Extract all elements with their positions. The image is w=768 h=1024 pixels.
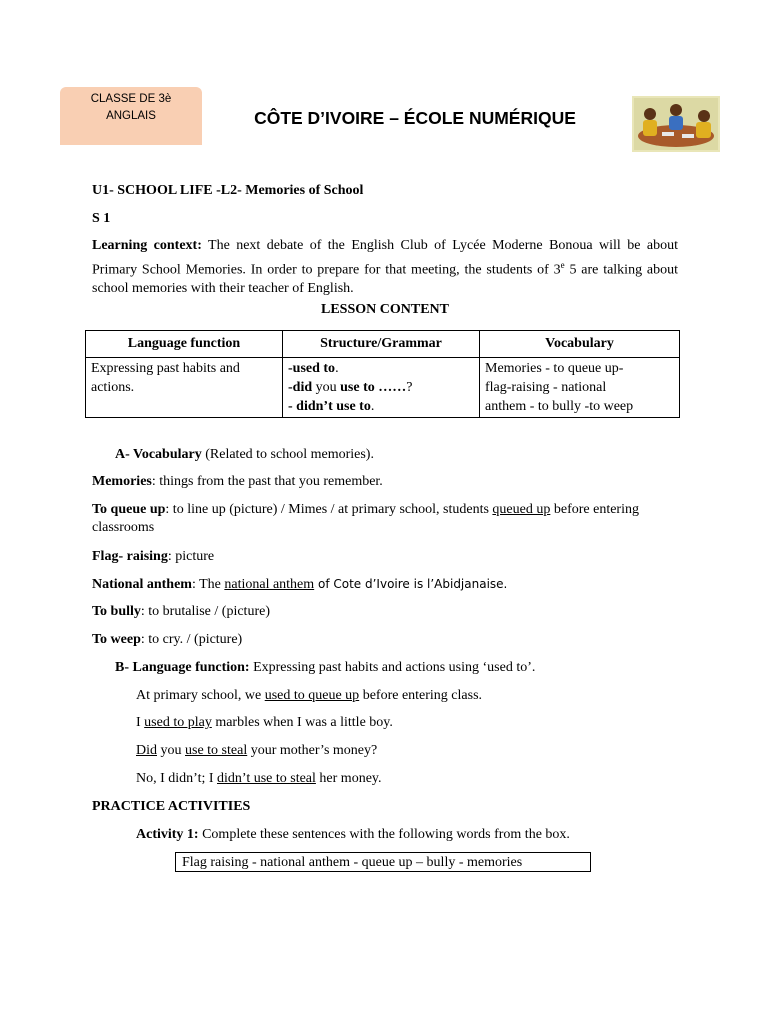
session-label: S 1 bbox=[92, 211, 111, 226]
sentence-text: At primary school, we bbox=[136, 688, 265, 703]
term: To bully bbox=[92, 604, 141, 619]
practice-heading: PRACTICE ACTIVITIES bbox=[92, 799, 251, 814]
example-sentence bbox=[136, 770, 722, 788]
activity-1-instruction bbox=[136, 826, 722, 844]
header-vocabulary: Vocabulary bbox=[480, 331, 680, 358]
grammar-punct: . bbox=[335, 361, 339, 376]
vocab-to-weep bbox=[92, 631, 678, 649]
unit-title: U1- SCHOOL LIFE -L2- Memories of School bbox=[92, 183, 364, 198]
definition: : picture bbox=[167, 549, 215, 564]
underlined-phrase: national anthem bbox=[224, 577, 315, 592]
language-function-heading-text: Expressing past habits and actions using ‘used to’. bbox=[249, 660, 536, 675]
grammar-used-to: -used to bbox=[288, 361, 336, 376]
vocabulary-heading-bold: A- Vocabulary bbox=[115, 447, 202, 462]
language-function-heading bbox=[115, 659, 701, 677]
term: To queue up bbox=[92, 502, 166, 517]
vocabulary-heading bbox=[115, 446, 701, 464]
badge-subject: ANGLAIS bbox=[106, 110, 156, 122]
definition: of Cote d’Ivoire is l’Abidjanaise. bbox=[314, 577, 508, 591]
underlined-phrase: didn’t use to steal bbox=[217, 771, 316, 786]
lesson-table bbox=[85, 330, 680, 418]
sentence-text: I bbox=[136, 715, 145, 730]
header-structure-grammar: Structure/Grammar bbox=[283, 331, 480, 358]
definition: : things from the past that you remember. bbox=[151, 474, 383, 489]
definition: : The bbox=[191, 577, 225, 592]
underlined-phrase: Did bbox=[136, 743, 157, 758]
sentence-text: your mother’s money? bbox=[247, 743, 378, 758]
vocab-line: Memories - to queue up- bbox=[485, 361, 624, 376]
vocab-line: flag-raising - national bbox=[485, 380, 607, 395]
sentence-text: her money. bbox=[315, 771, 382, 786]
definition: before entering classrooms bbox=[92, 502, 639, 535]
vocab-to-bully bbox=[92, 603, 678, 621]
grammar-didnt-use-to: - didn’t use to bbox=[288, 399, 371, 414]
table-header-row bbox=[86, 331, 680, 358]
definition: : to cry. / (picture) bbox=[140, 632, 243, 647]
vocab-national-anthem bbox=[92, 575, 678, 594]
grammar-question: ? bbox=[406, 380, 413, 395]
context-text-b: 5 are talking about school memories with their teacher of English. bbox=[92, 262, 679, 296]
context-text-a: The next debate of the English Club of Lycée Moderne Bonoua will be about Primary School Memories. In order to prepare for that meeting, the students of 3 bbox=[92, 238, 678, 278]
term: Memories bbox=[92, 474, 152, 489]
badge-class: CLASSE DE 3è bbox=[90, 93, 172, 105]
activity-text: Complete these sentences with the following words from the box. bbox=[198, 827, 570, 842]
sentence-text: marbles when I was a little boy. bbox=[211, 715, 393, 730]
grammar-use-to: use to …… bbox=[340, 380, 407, 395]
table-row bbox=[86, 358, 680, 418]
page-title: CÔTE D’IVOIRE – ÉCOLE NUMÉRIQUE bbox=[254, 108, 576, 128]
vocab-flag-raising bbox=[92, 548, 678, 566]
example-sentence bbox=[136, 687, 722, 705]
term: National anthem bbox=[92, 577, 192, 592]
lesson-content-heading: LESSON CONTENT bbox=[321, 302, 449, 317]
vocabulary-heading-text: (Related to school memories). bbox=[201, 447, 374, 462]
cell-structure-grammar bbox=[283, 358, 480, 418]
students-illustration bbox=[632, 96, 720, 152]
term: Flag- raising bbox=[92, 549, 168, 564]
underlined-phrase: used to play bbox=[144, 715, 212, 730]
word-box: Flag raising - national anthem - queue up – bully - memories bbox=[175, 852, 591, 872]
sentence-text: before entering class. bbox=[359, 688, 483, 703]
activity-label: Activity 1: bbox=[136, 827, 199, 842]
grammar-punct: . bbox=[370, 399, 375, 414]
header-language-function: Language function bbox=[86, 331, 283, 358]
learning-context bbox=[92, 237, 678, 298]
cell-language-function: Expressing past habits and actions. bbox=[86, 358, 283, 418]
underlined-phrase: queued up bbox=[492, 502, 551, 517]
example-sentence bbox=[136, 714, 722, 732]
vocab-line: anthem - to bully -to weep bbox=[485, 399, 634, 414]
underlined-phrase: used to queue up bbox=[264, 688, 360, 703]
underlined-phrase: use to steal bbox=[185, 743, 248, 758]
context-label: Learning context: bbox=[92, 238, 202, 253]
vocab-queue-up bbox=[92, 501, 678, 537]
vocab-memories bbox=[92, 473, 678, 491]
sentence-text: No, I didn’t; I bbox=[136, 771, 218, 786]
grammar-did: -did bbox=[288, 380, 313, 395]
cell-vocabulary bbox=[480, 358, 680, 418]
language-function-heading-bold: B- Language function: bbox=[115, 660, 250, 675]
definition: : to line up (picture) / Mimes / at primary school, students bbox=[165, 502, 493, 517]
term: To weep bbox=[92, 632, 141, 647]
class-badge bbox=[60, 87, 202, 145]
sentence-text: you bbox=[157, 743, 185, 758]
context-sup: e bbox=[560, 259, 565, 270]
grammar-you: you bbox=[312, 380, 341, 395]
example-sentence bbox=[136, 742, 722, 760]
definition: : to brutalise / (picture) bbox=[140, 604, 270, 619]
